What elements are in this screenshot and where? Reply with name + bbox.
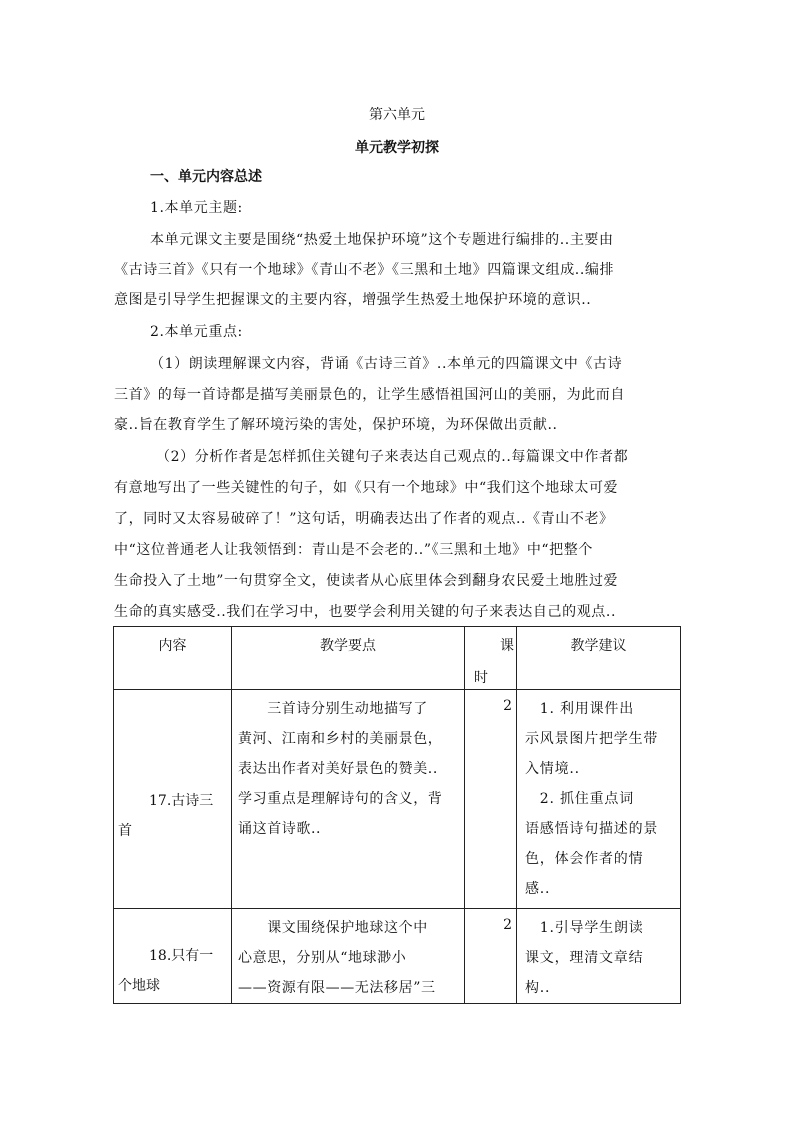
paragraph-line: 《古诗三首》《只有一个地球》《青山不老》《三黑和土地》四篇课文组成..编排: [114, 262, 615, 278]
header-hours: 课 时: [465, 627, 517, 690]
row-points: 三首诗分别生动地描写了 黄河、江南和乡村的美丽景色， 表达出作者对美好景色的赞美.. 学习重点是理解诗句的含义，背 诵这首诗歌..: [232, 690, 465, 909]
item2-heading: 2.本单元重点:: [150, 324, 243, 340]
header-content: 内容: [114, 627, 232, 690]
paragraph-line: 本单元课文主要是围绕“热爱土地保护环境”这个专题进行编排的..主要由: [150, 232, 614, 248]
table-header-row: [114, 627, 681, 690]
row-points: 课文围绕保护地球这个中 心意思，分别从“地球渺小 ——资源有限——无法移居”三: [232, 909, 465, 1004]
table-row: [114, 690, 681, 909]
row-content: 17.古诗三 首: [114, 690, 232, 909]
paragraph-line: 生命的真实感受..我们在学习中，也要学会利用关键的句子来表达自己的观点..: [114, 604, 616, 620]
paragraph-line: 生命投入了土地”一句贯穿全文，使读者从心底里体会到翻身农民爱土地胜过爱: [114, 573, 619, 589]
paragraph-line: 豪..旨在教育学生了解环境污染的害处，保护环境，为环保做出贡献..: [114, 417, 558, 433]
paragraph-line: 意图是引导学生把握课文的主要内容，增强学生热爱土地保护环境的意识..: [114, 292, 592, 308]
paragraph-line: 中“这位普通老人让我领悟到：青山是不会老的..”《三黑和土地》中“把整个: [114, 542, 593, 558]
paragraph-line: （1）朗读理解课文内容，背诵《古诗三首》..本单元的四篇课文中《古诗: [150, 356, 623, 372]
page-title: 单元教学初探: [355, 140, 439, 156]
header-points: 教学要点: [232, 627, 465, 690]
teaching-plan-table: [113, 626, 681, 1004]
unit-title: 第六单元: [369, 107, 425, 123]
paragraph-line: 三首》的每一首诗都是描写美丽景色的，让学生感悟祖国河山的美丽，为此而自: [114, 387, 625, 403]
header-advice: 教学建议: [517, 627, 681, 690]
row-advice: 1.引导学生朗读 课文，理清文章结 构..: [517, 909, 681, 1004]
row-advice: 1. 利用课件出 示风景图片把学生带 入情境.. 2. 抓住重点词 语感悟诗句描述的景 色，体会作者的情 感..: [517, 690, 681, 909]
item1-heading: 1.本单元主题:: [150, 200, 243, 216]
paragraph-line: （2）分析作者是怎样抓住关键句子来表达自己观点的..每篇课文中作者都: [156, 449, 629, 465]
paragraph-line: 有意地写出了一些关键性的句子，如《只有一个地球》中“我们这个地球太可爱: [114, 480, 619, 496]
section-heading: 一、单元内容总述: [150, 169, 262, 185]
row-hours: 2: [465, 690, 517, 909]
table-row: [114, 909, 681, 1004]
paragraph-line: 了，同时又太容易破碎了！”这句话，明确表达出了作者的观点..《青山不老》: [114, 511, 614, 527]
row-hours: 2: [465, 909, 517, 1004]
row-content: 18.只有一 个地球: [114, 909, 232, 1004]
